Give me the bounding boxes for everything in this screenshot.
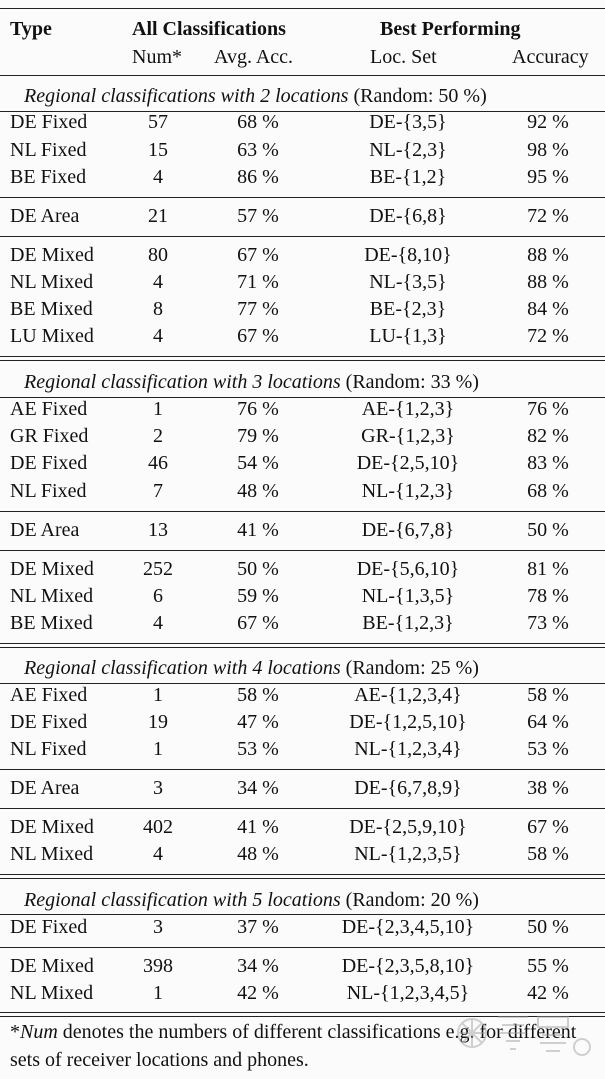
cell-type: AE Fixed (10, 398, 88, 420)
cell-type: GR Fixed (10, 425, 89, 447)
cell-avg-acc: 58 % (237, 684, 279, 706)
cell-type: DE Fixed (10, 916, 88, 938)
cell-accuracy: 81 % (527, 558, 569, 580)
table-row (0, 137, 605, 163)
cell-avg-acc: 77 % (237, 298, 279, 320)
cell-avg-acc: 34 % (237, 777, 279, 799)
table-row (0, 203, 605, 229)
group-rule (0, 511, 605, 512)
cell-type: DE Area (10, 777, 80, 799)
section-random: (Random: 25 %) (345, 657, 479, 679)
cell-loc-set: NL-{3,5} (369, 271, 447, 293)
cell-type: NL Fixed (10, 738, 87, 760)
table-row (0, 164, 605, 190)
cell-accuracy: 82 % (527, 425, 569, 447)
cell-type: BE Fixed (10, 166, 87, 188)
section-title (24, 84, 487, 108)
header-type: Type (10, 18, 52, 40)
table-row (0, 841, 605, 867)
cell-accuracy: 58 % (527, 843, 569, 865)
watermark-logo-icon (450, 1003, 600, 1063)
cell-type: NL Mixed (10, 843, 94, 865)
cell-accuracy: 98 % (527, 139, 569, 161)
section-title-text: Regional classification with 3 locations (24, 371, 341, 393)
section-divider (0, 643, 605, 644)
cell-avg-acc: 67 % (237, 325, 279, 347)
header-avg-acc: Avg. Acc. (214, 46, 294, 68)
cell-type: NL Mixed (10, 982, 94, 1004)
cell-loc-set: GR-{1,2,3} (361, 425, 455, 447)
cell-num: 4 (153, 843, 163, 865)
cell-num: 3 (153, 916, 163, 938)
cell-num: 4 (153, 166, 163, 188)
cell-num: 15 (148, 139, 168, 161)
cell-accuracy: 55 % (527, 955, 569, 977)
cell-loc-set: DE-{6,8} (369, 205, 447, 227)
cell-avg-acc: 37 % (237, 916, 279, 938)
cell-accuracy: 76 % (527, 398, 569, 420)
table-row (0, 775, 605, 801)
cell-avg-acc: 71 % (237, 271, 279, 293)
section-divider (0, 360, 605, 361)
cell-accuracy: 88 % (527, 244, 569, 266)
table-row (0, 450, 605, 476)
cell-loc-set: DE-{8,10} (364, 244, 452, 266)
cell-accuracy: 83 % (527, 452, 569, 474)
cell-type: DE Mixed (10, 244, 94, 266)
cell-num: 1 (153, 982, 163, 1004)
cell-accuracy: 53 % (527, 738, 569, 760)
cell-type: DE Area (10, 205, 80, 227)
cell-loc-set: BE-{1,2,3} (362, 612, 454, 634)
cell-accuracy: 64 % (527, 711, 569, 733)
cell-accuracy: 78 % (527, 585, 569, 607)
group-rule (0, 808, 605, 809)
table-row (0, 914, 605, 940)
cell-accuracy: 67 % (527, 816, 569, 838)
cell-avg-acc: 57 % (237, 205, 279, 227)
table-row (0, 269, 605, 295)
cell-type: BE Mixed (10, 612, 93, 634)
cell-type: NL Fixed (10, 480, 87, 502)
cell-type: AE Fixed (10, 684, 88, 706)
section-title-text: Regional classifications with 2 locations (24, 85, 349, 107)
cell-num: 80 (148, 244, 168, 266)
cell-avg-acc: 42 % (237, 982, 279, 1004)
cell-num: 8 (153, 298, 163, 320)
cell-accuracy: 72 % (527, 205, 569, 227)
cell-num: 1 (153, 738, 163, 760)
header-best-performing: Best Performing (380, 18, 521, 40)
cell-accuracy: 50 % (527, 916, 569, 938)
cell-num: 57 (148, 111, 168, 133)
cell-type: NL Fixed (10, 139, 87, 161)
cell-avg-acc: 68 % (237, 111, 279, 133)
cell-avg-acc: 59 % (237, 585, 279, 607)
section-random: (Random: 50 %) (353, 85, 487, 107)
cell-num: 3 (153, 777, 163, 799)
cell-type: NL Mixed (10, 271, 94, 293)
cell-num: 398 (143, 955, 173, 977)
cell-loc-set: DE-{6,7,8} (361, 519, 455, 541)
cell-accuracy: 42 % (527, 982, 569, 1004)
table-row (0, 296, 605, 322)
table-row (0, 953, 605, 979)
table-row (0, 709, 605, 735)
cell-avg-acc: 63 % (237, 139, 279, 161)
cell-loc-set: BE-{1,2} (369, 166, 447, 188)
cell-loc-set: NL-{2,3} (369, 139, 447, 161)
cell-num: 7 (153, 480, 163, 502)
cell-type: DE Mixed (10, 816, 94, 838)
section-title-text: Regional classification with 5 locations (24, 889, 341, 911)
cell-num: 252 (143, 558, 173, 580)
top-rule (0, 8, 605, 9)
cell-accuracy: 58 % (527, 684, 569, 706)
header-loc-set: Loc. Set (370, 46, 437, 68)
table-row (0, 423, 605, 449)
cell-type: DE Mixed (10, 955, 94, 977)
table-row (0, 814, 605, 840)
cell-avg-acc: 54 % (237, 452, 279, 474)
group-rule (0, 236, 605, 237)
cell-num: 13 (148, 519, 168, 541)
cell-accuracy: 68 % (527, 480, 569, 502)
cell-accuracy: 92 % (527, 111, 569, 133)
cell-loc-set: DE-{2,3,4,5,10} (341, 916, 475, 938)
section-title-text: Regional classification with 4 locations (24, 657, 341, 679)
cell-num: 21 (148, 205, 168, 227)
cell-num: 1 (153, 398, 163, 420)
section-divider (0, 878, 605, 879)
cell-loc-set: DE-{6,7,8,9} (354, 777, 462, 799)
cell-accuracy: 95 % (527, 166, 569, 188)
cell-loc-set: DE-{1,2,5,10} (349, 711, 467, 733)
section-title (24, 370, 479, 394)
cell-accuracy: 38 % (527, 777, 569, 799)
section-divider (0, 356, 605, 357)
table-row (0, 682, 605, 708)
table-row (0, 610, 605, 636)
cell-num: 46 (148, 452, 168, 474)
cell-loc-set: NL-{1,2,3,4,5} (346, 982, 470, 1004)
cell-loc-set: DE-{5,6,10} (356, 558, 460, 580)
section-title (24, 888, 479, 912)
cell-loc-set: NL-{1,2,3,4} (354, 738, 462, 760)
cell-loc-set: NL-{1,3,5} (361, 585, 455, 607)
footnote-text: denotes the numbers of different classifications e.g. for different sets of receiver locations and phones. (10, 1021, 577, 1071)
table-row (0, 109, 605, 135)
cell-num: 6 (153, 585, 163, 607)
cell-type: DE Fixed (10, 452, 88, 474)
section-random: (Random: 33 %) (345, 371, 479, 393)
table-row (0, 517, 605, 543)
cell-avg-acc: 48 % (237, 843, 279, 865)
table-row (0, 736, 605, 762)
table-row (0, 396, 605, 422)
cell-accuracy: 50 % (527, 519, 569, 541)
cell-num: 4 (153, 271, 163, 293)
cell-type: BE Mixed (10, 298, 93, 320)
cell-avg-acc: 41 % (237, 816, 279, 838)
cell-type: NL Mixed (10, 585, 94, 607)
cell-loc-set: LU-{1,3} (369, 325, 447, 347)
cell-accuracy: 84 % (527, 298, 569, 320)
cell-num: 19 (148, 711, 168, 733)
cell-num: 402 (143, 816, 173, 838)
cell-loc-set: DE-{2,5,10} (356, 452, 460, 474)
cell-avg-acc: 53 % (237, 738, 279, 760)
cell-loc-set: DE-{2,3,5,8,10} (341, 955, 475, 977)
section-divider (0, 874, 605, 875)
cell-avg-acc: 67 % (237, 612, 279, 634)
cell-type: DE Fixed (10, 711, 88, 733)
cell-loc-set: NL-{1,2,3,5} (354, 843, 462, 865)
cell-accuracy: 72 % (527, 325, 569, 347)
cell-loc-set: AE-{1,2,3,4} (354, 684, 462, 706)
cell-type: DE Fixed (10, 111, 88, 133)
table-row (0, 478, 605, 504)
cell-avg-acc: 34 % (237, 955, 279, 977)
cell-avg-acc: 86 % (237, 166, 279, 188)
cell-avg-acc: 67 % (237, 244, 279, 266)
cell-loc-set: NL-{1,2,3} (361, 480, 455, 502)
cell-avg-acc: 48 % (237, 480, 279, 502)
cell-avg-acc: 50 % (237, 558, 279, 580)
cell-type: DE Mixed (10, 558, 94, 580)
cell-num: 2 (153, 425, 163, 447)
header-accuracy: Accuracy (512, 46, 589, 68)
cell-num: 4 (153, 325, 163, 347)
group-rule (0, 197, 605, 198)
table-row (0, 242, 605, 268)
cell-num: 1 (153, 684, 163, 706)
table-row (0, 556, 605, 582)
header-rule (0, 75, 605, 76)
section-title (24, 656, 479, 680)
cell-loc-set: DE-{3,5} (369, 111, 447, 133)
footnote-marker: * (10, 1021, 20, 1043)
cell-avg-acc: 41 % (237, 519, 279, 541)
cell-loc-set: AE-{1,2,3} (361, 398, 455, 420)
cell-loc-set: DE-{2,5,9,10} (349, 816, 467, 838)
cell-avg-acc: 79 % (237, 425, 279, 447)
cell-avg-acc: 47 % (237, 711, 279, 733)
cell-num: 4 (153, 612, 163, 634)
footnote-term: Num (20, 1021, 58, 1043)
cell-accuracy: 88 % (527, 271, 569, 293)
cell-accuracy: 73 % (527, 612, 569, 634)
header-num: Num* (132, 46, 182, 68)
group-rule (0, 947, 605, 948)
table-row (0, 323, 605, 349)
group-rule (0, 769, 605, 770)
cell-loc-set: BE-{2,3} (369, 298, 447, 320)
cell-type: DE Area (10, 519, 80, 541)
cell-type: LU Mixed (10, 325, 94, 347)
group-rule (0, 550, 605, 551)
header-all-classifications: All Classifications (132, 18, 286, 40)
cell-avg-acc: 76 % (237, 398, 279, 420)
section-random: (Random: 20 %) (345, 889, 479, 911)
section-divider (0, 647, 605, 648)
table-row (0, 583, 605, 609)
